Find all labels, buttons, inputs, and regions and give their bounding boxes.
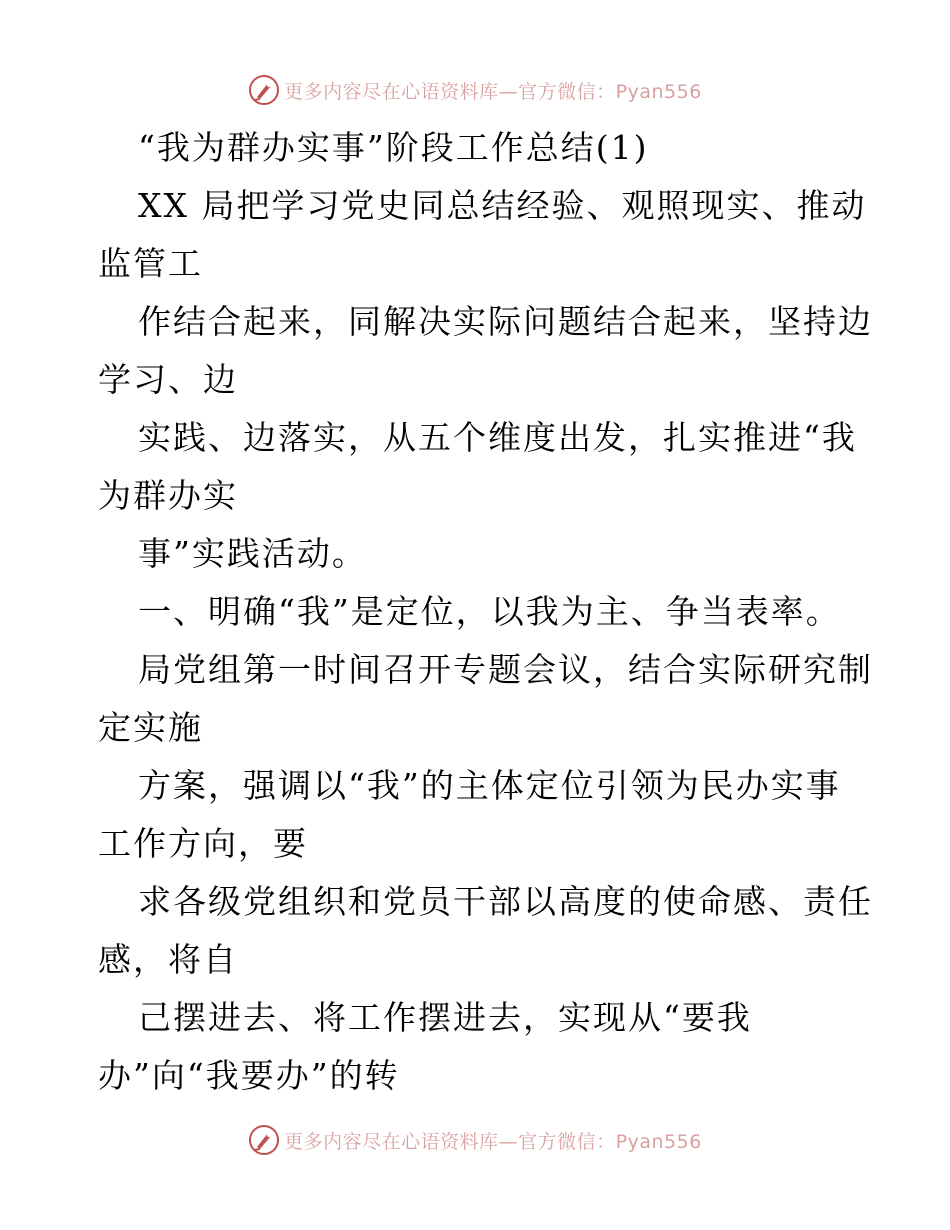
paragraph-line: 方案，强调以“我”的主体定位引领为民办实事 (138, 766, 841, 805)
footer-banner-content (248, 1124, 702, 1156)
paragraph-line: 作结合起来，同解决实际问题结合起来，坚持边 (138, 302, 873, 341)
footer-banner (0, 1122, 950, 1158)
paragraph-line: 监管工 (98, 244, 203, 283)
paragraph-line: 办”向“我要办”的转 (98, 1056, 400, 1095)
paragraph-line: 实践、边落实，从五个维度出发，扎实推进“我 (138, 418, 857, 457)
paragraph-line: 学习、边 (98, 360, 238, 399)
section-heading: 一、明确“我”是定位，以我为主、争当表率。 (138, 592, 841, 631)
paragraph-line: 为群办实 (98, 476, 238, 515)
paragraph-line: 求各级党组织和党员干部以高度的使命感、责任 (138, 882, 873, 921)
paragraph-line: 事”实践活动。 (138, 534, 367, 573)
paragraph-line: 定实施 (98, 708, 203, 747)
paragraph-line: 己摆进去、将工作摆进去，实现从“要我 (138, 998, 752, 1037)
paragraph-line: 感，将自 (98, 940, 238, 979)
paragraph-line: 工作方向，要 (98, 824, 308, 863)
paragraph-line: XX 局把学习党史同总结经验、观照现实、推动 (138, 186, 867, 225)
header-banner-text: 更多内容尽在心语资料库—官方微信：Pyan556 (284, 80, 702, 103)
paragraph-line: 局党组第一时间召开专题会议，结合实际研究制 (138, 650, 873, 689)
document-title: “我为群办实事”阶段工作总结(1) (138, 128, 649, 167)
footer-banner-text: 更多内容尽在心语资料库—官方微信：Pyan556 (284, 1130, 702, 1153)
pen-nib-logo-icon (248, 1124, 280, 1156)
